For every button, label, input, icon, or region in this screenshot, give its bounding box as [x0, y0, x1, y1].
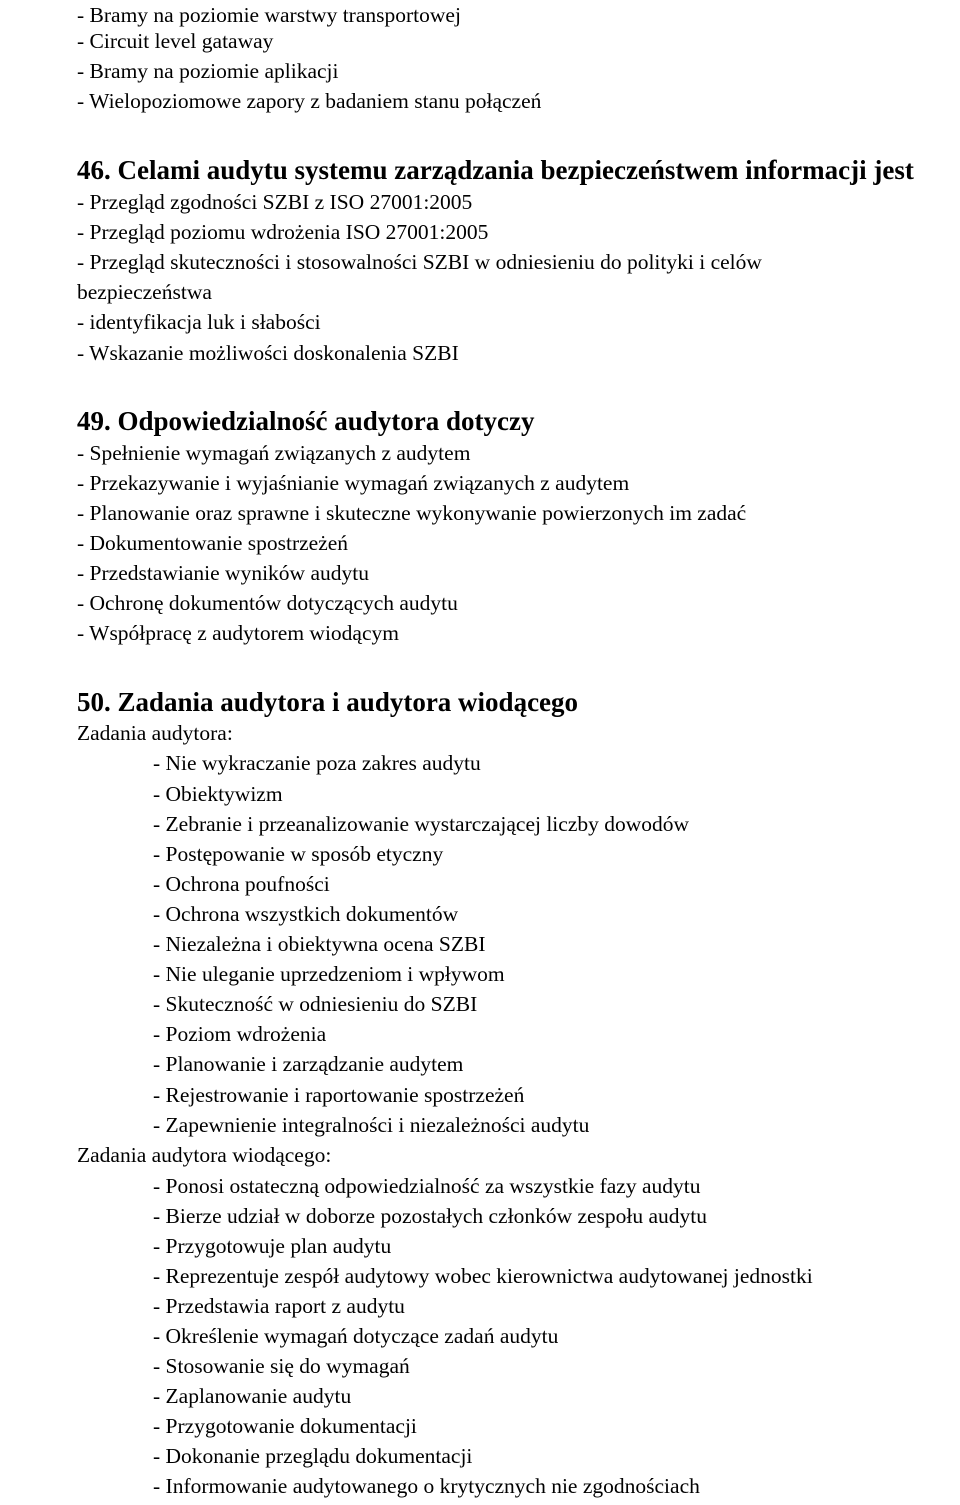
list-item: - Współpracę z audytorem wiodącym [77, 621, 399, 645]
list-item: - Wielopoziomowe zapory z badaniem stanu połączeń [77, 89, 542, 113]
list-item: - Obiektywizm [153, 782, 283, 806]
list-item: - Postępowanie w sposób etyczny [153, 842, 444, 866]
list-item: - Ochronę dokumentów dotyczących audytu [77, 591, 458, 615]
list-item: - Poziom wdrożenia [153, 1022, 327, 1046]
list-item: - identyfikacja luk i słabości [77, 310, 321, 334]
list-item: - Nie wykraczanie poza zakres audytu [153, 751, 481, 775]
list-item: - Reprezentuje zespół audytowy wobec kierownictwa audytowanej jednostki [153, 1264, 813, 1288]
list-item: - Wskazanie możliwości doskonalenia SZBI [77, 341, 459, 365]
subsection-label-auditor: Zadania audytora: [77, 721, 233, 745]
list-item: - Przygotowuje plan audytu [153, 1234, 392, 1258]
list-item: - Zapewnienie integralności i niezależności audytu [153, 1113, 590, 1137]
list-item: - Przekazywanie i wyjaśnianie wymagań związanych z audytem [77, 471, 630, 495]
list-item: - Circuit level gataway [77, 29, 274, 53]
section-heading-49: 49. Odpowiedzialność audytora dotyczy [77, 406, 535, 436]
list-item: bezpieczeństwa [77, 280, 212, 304]
list-item: - Ochrona wszystkich dokumentów [153, 902, 459, 926]
list-item: - Skuteczność w odniesieniu do SZBI [153, 992, 478, 1016]
list-item: - Zebranie i przeanalizowanie wystarczającej liczby dowodów [153, 812, 690, 836]
list-item: - Przegląd poziomu wdrożenia ISO 27001:2005 [77, 220, 489, 244]
list-item: - Dokumentowanie spostrzeżeń [77, 531, 349, 555]
list-item: - Zaplanowanie audytu [153, 1384, 352, 1408]
list-item: - Rejestrowanie i raportowanie spostrzeżeń [153, 1083, 525, 1107]
list-item: - Przegląd zgodności SZBI z ISO 27001:2005 [77, 190, 473, 214]
list-item: - Przegląd skuteczności i stosowalności SZBI w odniesieniu do polityki i celów [77, 250, 762, 274]
list-item: - Ochrona poufności [153, 872, 330, 896]
list-item: - Przygotowanie dokumentacji [153, 1414, 417, 1438]
subsection-label-lead-auditor: Zadania audytora wiodącego: [77, 1143, 332, 1167]
section-heading-46: 46. Celami audytu systemu zarządzania bezpieczeństwem informacji jest [77, 155, 914, 185]
list-item: - Ponosi ostateczną odpowiedzialność za wszystkie fazy audytu [153, 1174, 701, 1198]
section-heading-50: 50. Zadania audytora i audytora wiodącego [77, 687, 579, 717]
list-item: - Nie uleganie uprzedzeniom i wpływom [153, 962, 505, 986]
list-item: - Przedstawia raport z audytu [153, 1294, 405, 1318]
list-item: - Niezależna i obiektywna ocena SZBI [153, 932, 486, 956]
list-item: - Planowanie oraz sprawne i skuteczne wykonywanie powierzonych im zadać [77, 501, 747, 525]
list-item: - Planowanie i zarządzanie audytem [153, 1052, 464, 1076]
list-item: - Informowanie audytowanego o krytycznych nie zgodnościach [153, 1474, 700, 1498]
list-item: - Przedstawianie wyników audytu [77, 561, 369, 585]
list-item: - Określenie wymagań dotyczące zadań audytu [153, 1324, 559, 1348]
list-item: - Stosowanie się do wymagań [153, 1354, 410, 1378]
list-item: - Bierze udział w doborze pozostałych członków zespołu audytu [153, 1204, 708, 1228]
list-item: - Bramy na poziomie warstwy transportowej [77, 3, 461, 27]
list-item: - Bramy na poziomie aplikacji [77, 59, 339, 83]
list-item: - Dokonanie przeglądu dokumentacji [153, 1444, 473, 1468]
list-item: - Spełnienie wymagań związanych z audytem [77, 441, 471, 465]
